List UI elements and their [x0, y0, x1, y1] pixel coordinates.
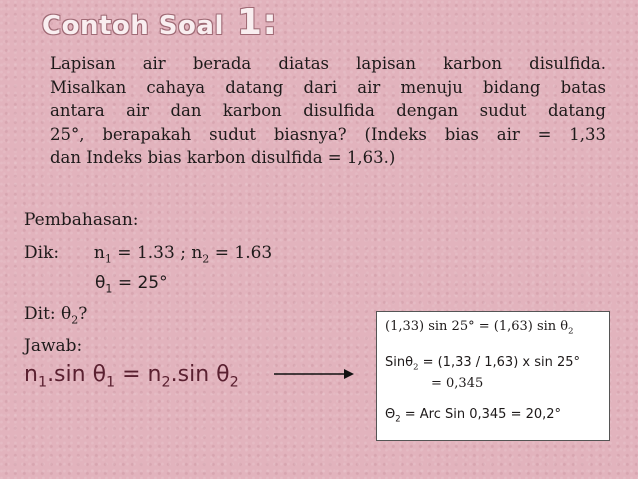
- asked-subscript: 2: [71, 313, 79, 327]
- calc-line-2-b: = (1,33 / 1,63) x sin 25°: [418, 354, 581, 370]
- formula-subscript: 2: [229, 374, 239, 391]
- theta1-symbol: θ: [95, 273, 106, 293]
- given-n1: n: [93, 243, 105, 263]
- slide-title: [42, 2, 277, 46]
- calc-line-2-subscript: 2: [413, 361, 419, 372]
- asked-line: [24, 304, 87, 326]
- n1-subscript: 1: [104, 252, 112, 266]
- calc-line-4-subscript: 2: [395, 413, 401, 424]
- arrow-right-icon: [274, 364, 354, 384]
- problem-line: antara air dan karbon disulfida dengan sudut datang: [50, 101, 606, 120]
- n1-value: = 1.33 ; n: [111, 243, 203, 263]
- formula-part: .sin θ: [47, 362, 107, 387]
- formula-part: .sin θ: [170, 362, 230, 387]
- problem-line: dan Indeks bias karbon disulfida = 1,63.): [50, 148, 396, 167]
- calc-line-3: = 0,345: [431, 376, 484, 392]
- problem-line: Misalkan cahaya datang dari air menuju bidang batas: [50, 77, 606, 97]
- n2-subscript: 2: [202, 252, 210, 266]
- calc-line-1: [385, 318, 601, 340]
- calc-line-4-b: = Arc Sin 0,345 = 20,2°: [400, 407, 562, 423]
- calc-line-4-a: Θ: [385, 407, 396, 423]
- formula-subscript: 2: [161, 374, 171, 391]
- calc-line-4: [385, 406, 601, 428]
- problem-statement: [50, 52, 606, 170]
- title-number: 1:: [223, 2, 278, 43]
- theta1-subscript: 1: [105, 282, 113, 296]
- calculation-box: [376, 311, 610, 441]
- calc-line-2: [385, 354, 601, 376]
- title-text: Contoh Soal: [42, 11, 224, 41]
- calc-line-1-subscript: 2: [568, 325, 574, 336]
- answer-label: Jawab:: [24, 336, 83, 356]
- problem-line: Lapisan air berada diatas lapisan karbon disulfida.: [50, 54, 606, 73]
- calc-line-2-a: Sinθ: [385, 354, 414, 370]
- asked-question-mark: ?: [78, 304, 88, 324]
- formula-part: n: [24, 362, 38, 387]
- calc-line-1-text: (1,33) sin 25° = (1,63) sin θ: [385, 319, 569, 334]
- snell-formula: [24, 362, 239, 390]
- problem-line: 25°, berapakah sudut biasnya? (Indeks bias air = 1,33: [50, 124, 606, 144]
- given-line: [24, 243, 272, 265]
- solution-heading: Pembahasan:: [24, 210, 139, 230]
- n2-value: = 1.63: [209, 243, 273, 263]
- theta1-value: = 25°: [112, 273, 168, 293]
- given-label: Dik:: [24, 243, 60, 263]
- formula-subscript: 1: [37, 374, 48, 391]
- given-theta1: [95, 273, 168, 295]
- formula-subscript: 1: [106, 374, 116, 391]
- asked-label: Dit: θ: [24, 304, 72, 324]
- formula-part: = n: [115, 362, 162, 387]
